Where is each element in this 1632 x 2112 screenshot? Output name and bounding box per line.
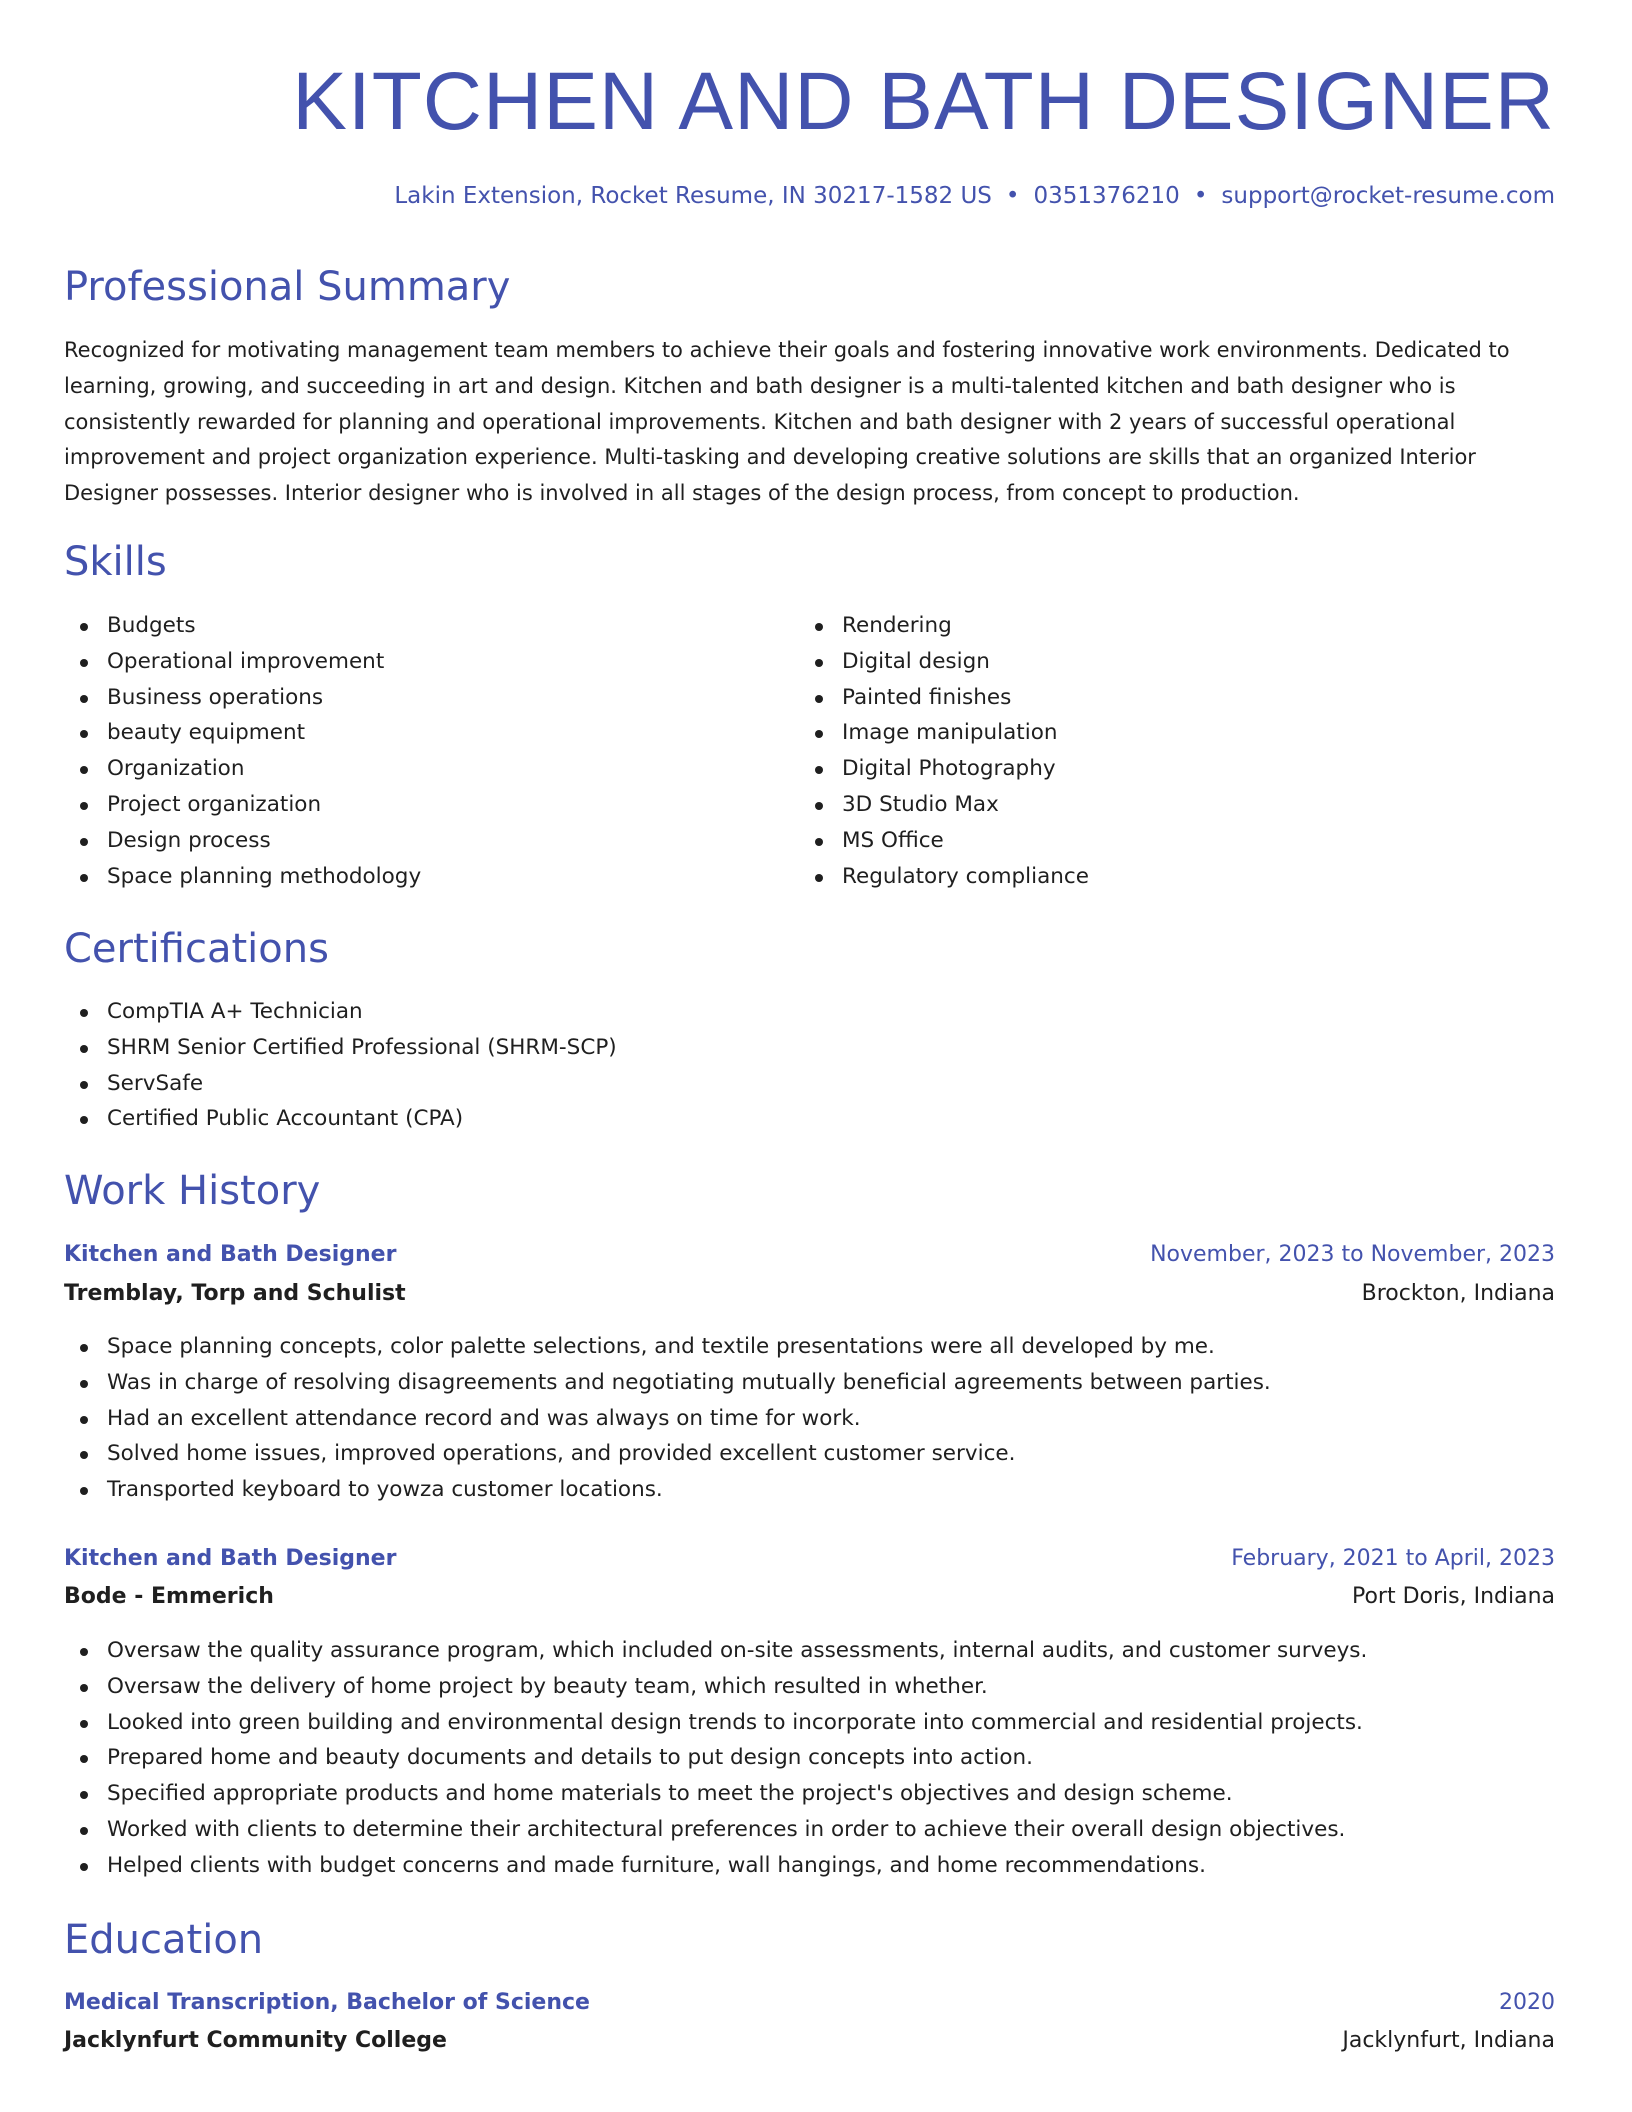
job-bullet: Solved home issues, improved operations, and provided excellent customer service. [64, 1436, 1271, 1472]
job-company: Bode - Emmerich [64, 1584, 274, 1609]
certification-item: ServSafe [64, 1066, 617, 1102]
education-school: Jacklynfurt Community College [64, 2028, 447, 2053]
job-employer-row [64, 1276, 1555, 1312]
skill-item: Operational improvement [64, 644, 421, 680]
skill-item: Project organization [64, 787, 421, 823]
job-dates: November, 2023 to November, 2023 [1150, 1242, 1555, 1267]
job-title: Kitchen and Bath Designer [64, 1242, 397, 1267]
job-company: Tremblay, Torp and Schulist [64, 1281, 406, 1306]
skill-item: Painted finishes [799, 680, 1089, 716]
certification-item: SHRM Senior Certified Professional (SHRM-SCP) [64, 1030, 617, 1066]
skill-item: Rendering [799, 608, 1089, 644]
education-location: Jacklynfurt, Indiana [1342, 2028, 1555, 2053]
job-employer-row [64, 1579, 1555, 1615]
job-header [64, 1541, 1555, 1577]
job-bullet: Oversaw the delivery of home project by beauty team, which resulted in whether. [64, 1669, 1367, 1705]
skill-item: Budgets [64, 608, 421, 644]
education-school-row [64, 2023, 1555, 2059]
skill-item: 3D Studio Max [799, 787, 1089, 823]
contact-separator: • [1005, 183, 1020, 209]
skill-item: Space planning methodology [64, 859, 421, 895]
job-bullet: Helped clients with budget concerns and made furniture, wall hangings, and home recommendations. [64, 1848, 1367, 1884]
certification-item: CompTIA A+ Technician [64, 994, 617, 1030]
certifications-list [64, 994, 617, 1137]
job-bullets [64, 1633, 1367, 1884]
skills-list-left [64, 608, 421, 894]
skill-item: Design process [64, 823, 421, 859]
job-bullet: Space planning concepts, color palette selections, and textile presentations were all developed by me. [64, 1329, 1271, 1365]
skill-item: Digital design [799, 644, 1089, 680]
job-bullet: Transported keyboard to yowza customer locations. [64, 1472, 1271, 1508]
resume-title: KITCHEN AND BATH DESIGNER [292, 56, 1555, 147]
contact-line [394, 180, 1555, 212]
skill-item: Regulatory compliance [799, 859, 1089, 895]
work-history-heading: Work History [64, 1168, 321, 1214]
skill-item: Digital Photography [799, 751, 1089, 787]
contact-phone: 0351376210 [1033, 183, 1180, 209]
job-bullet: Specified appropriate products and home materials to meet the project's objectives and design scheme. [64, 1776, 1367, 1812]
job-bullet: Oversaw the quality assurance program, which included on-site assessments, internal audits, and customer surveys. [64, 1633, 1367, 1669]
contact-separator: • [1193, 183, 1208, 209]
job-location: Port Doris, Indiana [1351, 1584, 1555, 1609]
job-bullet: Worked with clients to determine their architectural preferences in order to achieve their overall design objectives. [64, 1812, 1367, 1848]
education-heading: Education [64, 1917, 264, 1963]
job-bullet: Had an excellent attendance record and was always on time for work. [64, 1401, 1271, 1437]
job-title: Kitchen and Bath Designer [64, 1546, 397, 1571]
skill-item: Business operations [64, 680, 421, 716]
education-header [64, 1985, 1555, 2021]
contact-address: Lakin Extension, Rocket Resume, IN 30217-1582 US [394, 183, 992, 209]
skills-list-right [799, 608, 1089, 894]
summary-text: Recognized for motivating management team members to achieve their goals and fostering innovative work environments. Dedicated to learning, growing, and succeeding in art and design. Kitchen and bath designer is a multi-talented kitchen and bath designer who is consistently rewarded for planning and operational improvements. Kitchen and bath designer with 2 years of successful operational improvement and project organization experience. Multi-tasking and developing creative solutions are skills that an organized Interior Designer possesses. Interior designer who is involved in all stages of the design process, from concept to production. [64, 338, 1510, 506]
job-location: Brockton, Indiana [1361, 1281, 1555, 1306]
skills-heading: Skills [64, 539, 167, 585]
job-bullet: Prepared home and beauty documents and details to put design concepts into action. [64, 1740, 1367, 1776]
education-year: 2020 [1499, 1990, 1555, 2015]
job-header [64, 1237, 1555, 1273]
skill-item: MS Office [799, 823, 1089, 859]
skill-item: Image manipulation [799, 715, 1089, 751]
job-bullet: Looked into green building and environmental design trends to incorporate into commercial and residential projects. [64, 1705, 1367, 1741]
certifications-heading: Certifications [64, 926, 329, 972]
skill-item: beauty equipment [64, 715, 421, 751]
skill-item: Organization [64, 751, 421, 787]
job-bullet: Was in charge of resolving disagreements and negotiating mutually beneficial agreements between parties. [64, 1365, 1271, 1401]
job-dates: February, 2021 to April, 2023 [1231, 1546, 1555, 1571]
job-bullets [64, 1329, 1271, 1508]
contact-email[interactable]: support@rocket-resume.com [1221, 183, 1555, 209]
education-degree: Medical Transcription, Bachelor of Science [64, 1990, 590, 2015]
summary-heading: Professional Summary [64, 264, 511, 310]
certification-item: Certified Public Accountant (CPA) [64, 1101, 617, 1137]
